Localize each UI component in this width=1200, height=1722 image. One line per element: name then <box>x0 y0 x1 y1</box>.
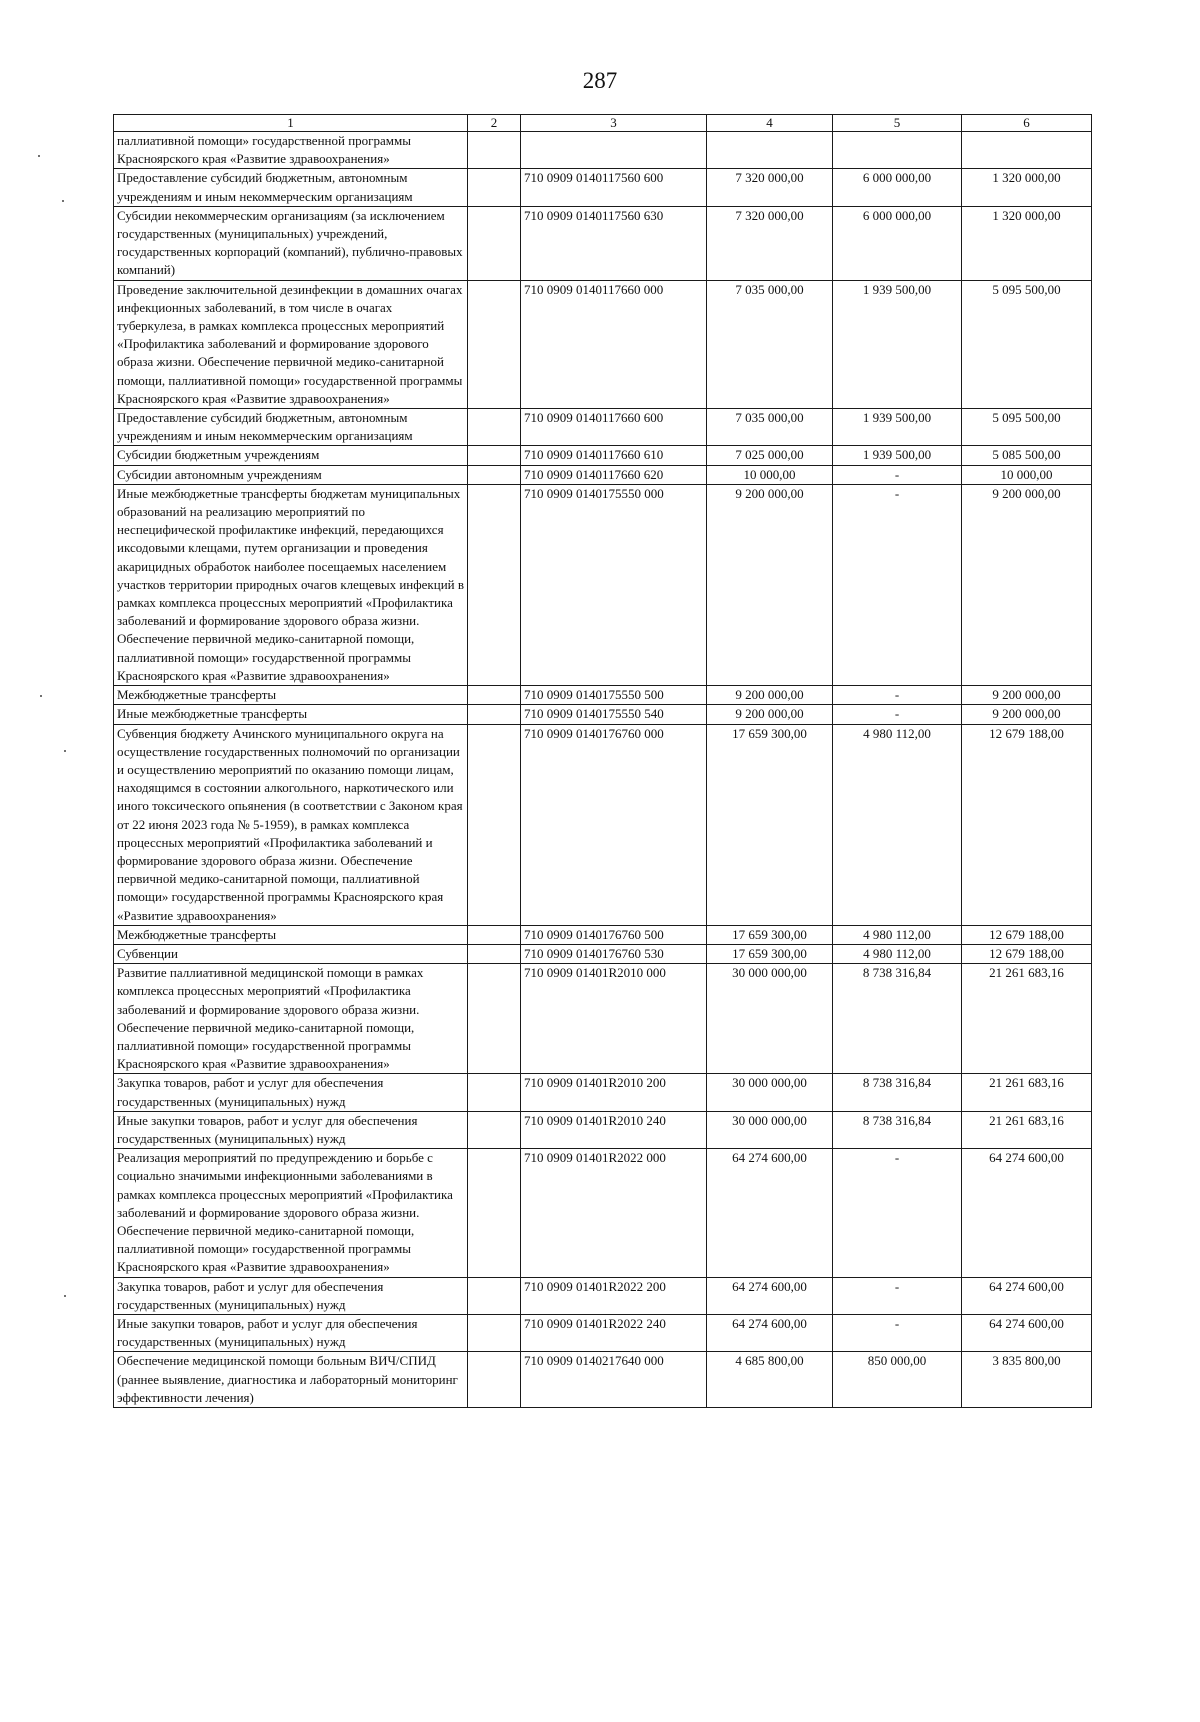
row-description: Обеспечение медицинской помощи больным ВИЧ/СПИД (раннее выявление, диагностика и лабораторный мониторинг эффективности лечения) <box>114 1352 468 1408</box>
row-description: Субвенция бюджету Ачинского муниципального округа на осуществление государственных полномочий по организации и осуществлению мероприятий по оказанию помощи лицам, находящимся в состоянии алкогольного, наркотического или иного токсического опьянения (в соответствии с Законом края от 22 июня 2023 года № 5-1959), в рамках комплекса процессных мероприятий «Профилактика заболеваний и формирование здорового образа жизни. Обеспечение первичной медико-санитарной помощи, паллиативной помощи» государственной программы Красноярского края «Развитие здравоохранения» <box>114 724 468 925</box>
scan-mark <box>38 155 40 157</box>
row-col2 <box>468 465 521 484</box>
row-amount-total <box>707 132 833 169</box>
row-col2 <box>468 724 521 925</box>
row-description: Иные межбюджетные трансферты <box>114 705 468 724</box>
row-col2 <box>468 705 521 724</box>
row-amount-remainder: 12 679 188,00 <box>962 925 1092 944</box>
table-row <box>114 484 1092 685</box>
row-budget-code: 710 0909 01401R2010 200 <box>521 1074 707 1111</box>
row-col2 <box>468 280 521 408</box>
row-description: Проведение заключительной дезинфекции в домашних очагах инфекционных заболеваний, в том числе в очагах туберкулеза, в рамках комплекса процессных мероприятий «Профилактика заболеваний и формирование здорового образа жизни. Обеспечение первичной медико-санитарной помощи, паллиативной помощи» государственной программы Красноярского края «Развитие здравоохранения» <box>114 280 468 408</box>
row-budget-code: 710 0909 0140176760 530 <box>521 944 707 963</box>
row-amount-executed: 1 939 500,00 <box>833 409 962 446</box>
row-amount-executed <box>833 132 962 169</box>
row-budget-code: 710 0909 01401R2022 200 <box>521 1277 707 1314</box>
row-amount-total: 9 200 000,00 <box>707 705 833 724</box>
row-budget-code: 710 0909 0140117660 000 <box>521 280 707 408</box>
table-row <box>114 206 1092 280</box>
table-row <box>114 465 1092 484</box>
column-header: 4 <box>707 115 833 132</box>
row-amount-remainder: 9 200 000,00 <box>962 705 1092 724</box>
row-amount-executed: - <box>833 705 962 724</box>
row-amount-remainder: 3 835 800,00 <box>962 1352 1092 1408</box>
row-amount-remainder: 21 261 683,16 <box>962 1111 1092 1148</box>
row-description: Субсидии бюджетным учреждениям <box>114 446 468 465</box>
row-budget-code: 710 0909 0140175550 500 <box>521 686 707 705</box>
row-amount-total: 7 025 000,00 <box>707 446 833 465</box>
row-description: Межбюджетные трансферты <box>114 686 468 705</box>
row-budget-code <box>521 132 707 169</box>
row-amount-remainder: 64 274 600,00 <box>962 1277 1092 1314</box>
row-amount-total: 9 200 000,00 <box>707 484 833 685</box>
row-amount-executed: 8 738 316,84 <box>833 1074 962 1111</box>
row-budget-code: 710 0909 01401R2022 240 <box>521 1315 707 1352</box>
row-amount-remainder: 5 085 500,00 <box>962 446 1092 465</box>
row-description: паллиативной помощи» государственной программы Красноярского края «Развитие здравоохранения» <box>114 132 468 169</box>
table-row <box>114 1277 1092 1314</box>
column-header: 3 <box>521 115 707 132</box>
row-amount-remainder: 10 000,00 <box>962 465 1092 484</box>
row-budget-code: 710 0909 0140117560 630 <box>521 206 707 280</box>
row-amount-remainder: 9 200 000,00 <box>962 686 1092 705</box>
row-col2 <box>468 1352 521 1408</box>
budget-table <box>113 114 1092 1408</box>
row-amount-remainder: 12 679 188,00 <box>962 944 1092 963</box>
row-amount-total: 30 000 000,00 <box>707 964 833 1074</box>
table-row <box>114 1074 1092 1111</box>
row-budget-code: 710 0909 0140176760 000 <box>521 724 707 925</box>
row-amount-executed: 4 980 112,00 <box>833 944 962 963</box>
row-amount-total: 4 685 800,00 <box>707 1352 833 1408</box>
row-amount-total: 17 659 300,00 <box>707 724 833 925</box>
row-description: Иные закупки товаров, работ и услуг для обеспечения государственных (муниципальных) нужд <box>114 1315 468 1352</box>
row-amount-total: 64 274 600,00 <box>707 1149 833 1277</box>
row-amount-total: 7 035 000,00 <box>707 280 833 408</box>
column-header: 2 <box>468 115 521 132</box>
table-row <box>114 280 1092 408</box>
row-budget-code: 710 0909 0140217640 000 <box>521 1352 707 1408</box>
row-budget-code: 710 0909 0140176760 500 <box>521 925 707 944</box>
row-budget-code: 710 0909 01401R2010 000 <box>521 964 707 1074</box>
row-col2 <box>468 169 521 206</box>
row-amount-remainder: 12 679 188,00 <box>962 724 1092 925</box>
row-budget-code: 710 0909 0140117660 600 <box>521 409 707 446</box>
row-amount-remainder: 64 274 600,00 <box>962 1315 1092 1352</box>
table-row <box>114 944 1092 963</box>
row-description: Развитие паллиативной медицинской помощи в рамках комплекса процессных мероприятий «Профилактика заболеваний и формирование здорового образа жизни. Обеспечение первичной медико-санитарной помощи, паллиативной помощи» государственной программы Красноярского края «Развитие здравоохранения» <box>114 964 468 1074</box>
scan-mark <box>62 200 64 202</box>
row-amount-executed: 6 000 000,00 <box>833 169 962 206</box>
row-col2 <box>468 484 521 685</box>
row-description: Предоставление субсидий бюджетным, автономным учреждениям и иным некоммерческим организациям <box>114 169 468 206</box>
row-amount-total: 64 274 600,00 <box>707 1277 833 1314</box>
table-header-row <box>114 115 1092 132</box>
row-description: Субсидии автономным учреждениям <box>114 465 468 484</box>
table-row <box>114 1149 1092 1277</box>
row-col2 <box>468 1315 521 1352</box>
table-row <box>114 964 1092 1074</box>
row-amount-remainder: 1 320 000,00 <box>962 206 1092 280</box>
row-amount-executed: 1 939 500,00 <box>833 446 962 465</box>
scan-mark <box>40 695 42 697</box>
row-amount-remainder: 21 261 683,16 <box>962 964 1092 1074</box>
scan-mark <box>64 1295 66 1297</box>
row-amount-executed: - <box>833 465 962 484</box>
row-budget-code: 710 0909 0140117660 620 <box>521 465 707 484</box>
row-col2 <box>468 944 521 963</box>
row-amount-executed: - <box>833 1315 962 1352</box>
row-amount-total: 7 035 000,00 <box>707 409 833 446</box>
row-amount-remainder: 5 095 500,00 <box>962 409 1092 446</box>
row-col2 <box>468 1074 521 1111</box>
scan-mark <box>64 750 66 752</box>
row-amount-total: 17 659 300,00 <box>707 925 833 944</box>
row-col2 <box>468 446 521 465</box>
row-amount-executed: 4 980 112,00 <box>833 925 962 944</box>
row-col2 <box>468 206 521 280</box>
table-row <box>114 1352 1092 1408</box>
column-header: 1 <box>114 115 468 132</box>
column-header: 6 <box>962 115 1092 132</box>
row-budget-code: 710 0909 0140117560 600 <box>521 169 707 206</box>
table-row <box>114 1315 1092 1352</box>
row-amount-executed: - <box>833 686 962 705</box>
row-amount-total: 64 274 600,00 <box>707 1315 833 1352</box>
column-header: 5 <box>833 115 962 132</box>
row-amount-executed: - <box>833 1149 962 1277</box>
row-amount-executed: - <box>833 1277 962 1314</box>
row-amount-total: 10 000,00 <box>707 465 833 484</box>
row-amount-executed: 4 980 112,00 <box>833 724 962 925</box>
row-amount-total: 9 200 000,00 <box>707 686 833 705</box>
row-description: Межбюджетные трансферты <box>114 925 468 944</box>
row-description: Предоставление субсидий бюджетным, автономным учреждениям и иным некоммерческим организациям <box>114 409 468 446</box>
row-description: Реализация мероприятий по предупреждению и борьбе с социально значимыми инфекционными заболеваниями в рамках комплекса процессных мероприятий «Профилактика заболеваний и формирование здорового образа жизни. Обеспечение первичной медико-санитарной помощи, паллиативной помощи» государственной программы Красноярского края «Развитие здравоохранения» <box>114 1149 468 1277</box>
row-description: Иные закупки товаров, работ и услуг для обеспечения государственных (муниципальных) нужд <box>114 1111 468 1148</box>
row-amount-remainder: 9 200 000,00 <box>962 484 1092 685</box>
row-description: Иные межбюджетные трансферты бюджетам муниципальных образований на реализацию мероприятий по неспецифической профилактике инфекций, передающихся иксодовыми клещами, путем организации и проведения акарицидных обработок наиболее посещаемых населением участков территории природных очагов клещевых инфекций в рамках комплекса процессных мероприятий «Профилактика заболеваний и формирование здорового образа жизни. Обеспечение первичной медико-санитарной помощи, паллиативной помощи» государственной программы Красноярского края «Развитие здравоохранения» <box>114 484 468 685</box>
row-amount-executed: 1 939 500,00 <box>833 280 962 408</box>
table-row <box>114 705 1092 724</box>
row-col2 <box>468 1149 521 1277</box>
page-number: 287 <box>582 68 618 93</box>
row-col2 <box>468 132 521 169</box>
table-row <box>114 132 1092 169</box>
table-row <box>114 446 1092 465</box>
row-amount-total: 7 320 000,00 <box>707 206 833 280</box>
row-amount-remainder: 1 320 000,00 <box>962 169 1092 206</box>
row-amount-total: 30 000 000,00 <box>707 1074 833 1111</box>
row-amount-executed: 8 738 316,84 <box>833 1111 962 1148</box>
row-col2 <box>468 1111 521 1148</box>
table-row <box>114 925 1092 944</box>
table-row <box>114 169 1092 206</box>
row-description: Субсидии некоммерческим организациям (за исключением государственных (муниципальных) учреждений, государственных корпораций (компаний), публично-правовых компаний) <box>114 206 468 280</box>
row-col2 <box>468 1277 521 1314</box>
row-amount-total: 7 320 000,00 <box>707 169 833 206</box>
table-row <box>114 409 1092 446</box>
row-col2 <box>468 409 521 446</box>
row-amount-executed: 6 000 000,00 <box>833 206 962 280</box>
row-amount-executed: 8 738 316,84 <box>833 964 962 1074</box>
row-amount-remainder: 21 261 683,16 <box>962 1074 1092 1111</box>
table-row <box>114 686 1092 705</box>
table-row <box>114 724 1092 925</box>
row-col2 <box>468 964 521 1074</box>
row-amount-total: 30 000 000,00 <box>707 1111 833 1148</box>
row-budget-code: 710 0909 01401R2010 240 <box>521 1111 707 1148</box>
row-amount-executed: - <box>833 484 962 685</box>
row-budget-code: 710 0909 01401R2022 000 <box>521 1149 707 1277</box>
row-amount-total: 17 659 300,00 <box>707 944 833 963</box>
row-budget-code: 710 0909 0140117660 610 <box>521 446 707 465</box>
table-row <box>114 1111 1092 1148</box>
row-description: Закупка товаров, работ и услуг для обеспечения государственных (муниципальных) нужд <box>114 1277 468 1314</box>
row-amount-remainder <box>962 132 1092 169</box>
row-description: Закупка товаров, работ и услуг для обеспечения государственных (муниципальных) нужд <box>114 1074 468 1111</box>
row-amount-remainder: 64 274 600,00 <box>962 1149 1092 1277</box>
row-col2 <box>468 686 521 705</box>
row-col2 <box>468 925 521 944</box>
row-budget-code: 710 0909 0140175550 000 <box>521 484 707 685</box>
row-amount-executed: 850 000,00 <box>833 1352 962 1408</box>
row-budget-code: 710 0909 0140175550 540 <box>521 705 707 724</box>
row-description: Субвенции <box>114 944 468 963</box>
row-amount-remainder: 5 095 500,00 <box>962 280 1092 408</box>
